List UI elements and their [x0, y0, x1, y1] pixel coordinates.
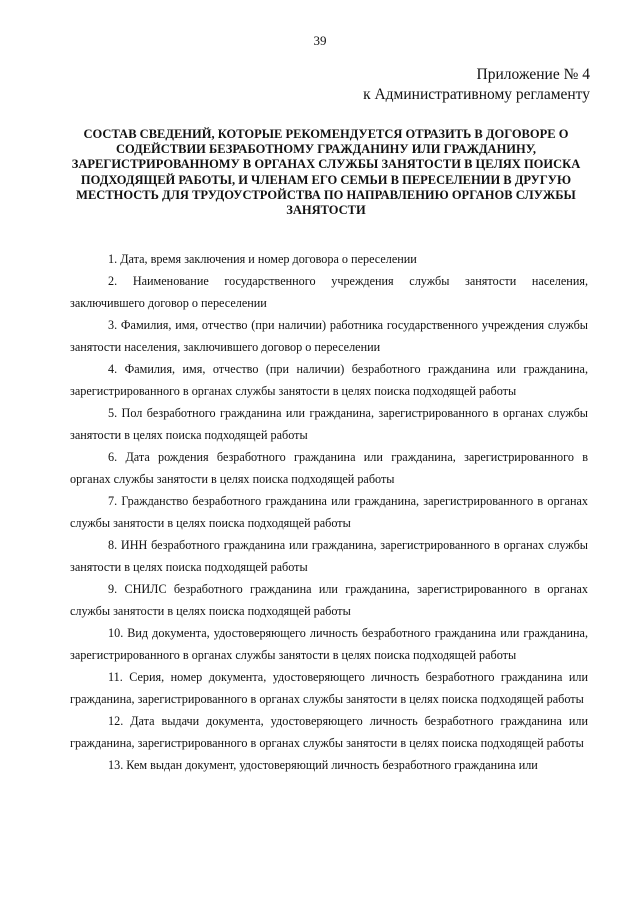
- list-item: 11. Серия, номер документа, удостоверяющего личность безработного гражданина или гражданина, зарегистрированного в органах службы занятости в целях поиска подходящей работы: [70, 670, 588, 706]
- list-item: 9. СНИЛС безработного гражданина или гражданина, зарегистрированного в органах службы занятости в целях поиска подходящей работы: [70, 582, 588, 618]
- list-item: 8. ИНН безработного гражданина или гражданина, зарегистрированного в органах службы занятости в целях поиска подходящей работы: [70, 538, 588, 574]
- list-item: 7. Гражданство безработного гражданина или гражданина, зарегистрированного в органах службы занятости в целях поиска подходящей работы: [70, 494, 588, 530]
- list-item: 4. Фамилия, имя, отчество (при наличии) безработного гражданина или гражданина, зарегистрированного в органах службы занятости в целях поиска подходящей работы: [70, 362, 588, 398]
- page-number: 39: [313, 33, 327, 48]
- appendix-subtitle: к Административному регламенту: [363, 86, 590, 103]
- list-item: 2. Наименование государственного учреждения службы занятости населения, заключившего договор о переселении: [70, 274, 588, 310]
- list-item: 5. Пол безработного гражданина или гражданина, зарегистрированного в органах службы занятости в целях поиска подходящей работы: [70, 406, 588, 442]
- appendix-title: Приложение № 4: [476, 66, 590, 83]
- list-item: 13. Кем выдан документ, удостоверяющий личность безработного гражданина или: [108, 758, 538, 772]
- list-item: 10. Вид документа, удостоверяющего личность безработного гражданина или гражданина, зарегистрированного в органах службы занятости в целях поиска подходящей работы: [70, 626, 588, 662]
- list-item: 12. Дата выдачи документа, удостоверяющего личность безработного гражданина или гражданина, зарегистрированного в органах службы занятости в целях поиска подходящей работы: [70, 714, 588, 750]
- document-heading: СОСТАВ СВЕДЕНИЙ, КОТОРЫЕ РЕКОМЕНДУЕТСЯ ОТРАЗИТЬ В ДОГОВОРЕ О СОДЕЙСТВИИ БЕЗРАБОТНОМУ ГРАЖДАНИНУ ИЛИ ГРАЖДАНИНУ, ЗАРЕГИСТРИРОВАННОМУ В ОРГАНАХ СЛУЖБЫ ЗАНЯТОСТИ В ЦЕЛЯХ ПОИСКА ПОДХОДЯЩЕЙ РАБОТЫ, И ЧЛЕНАМ ЕГО СЕМЬИ В ПЕРЕСЕЛЕНИИ В ДРУГУЮ МЕСТНОСТЬ ДЛЯ ТРУДОУСТРОЙСТВА ПО НАПРАВЛЕНИЮ ОРГАНОВ СЛУЖБЫ ЗАНЯТОСТИ: [71, 127, 581, 218]
- list-item: 6. Дата рождения безработного гражданина или гражданина, зарегистрированного в органах службы занятости в целях поиска подходящей работы: [70, 450, 588, 486]
- appendix-reference: [363, 65, 590, 105]
- list-item: 1. Дата, время заключения и номер договора о переселении: [108, 252, 417, 266]
- list-item: 3. Фамилия, имя, отчество (при наличии) работника государственного учреждения службы занятости населения, заключившего договор о переселении: [70, 318, 588, 354]
- items-list: [70, 248, 588, 776]
